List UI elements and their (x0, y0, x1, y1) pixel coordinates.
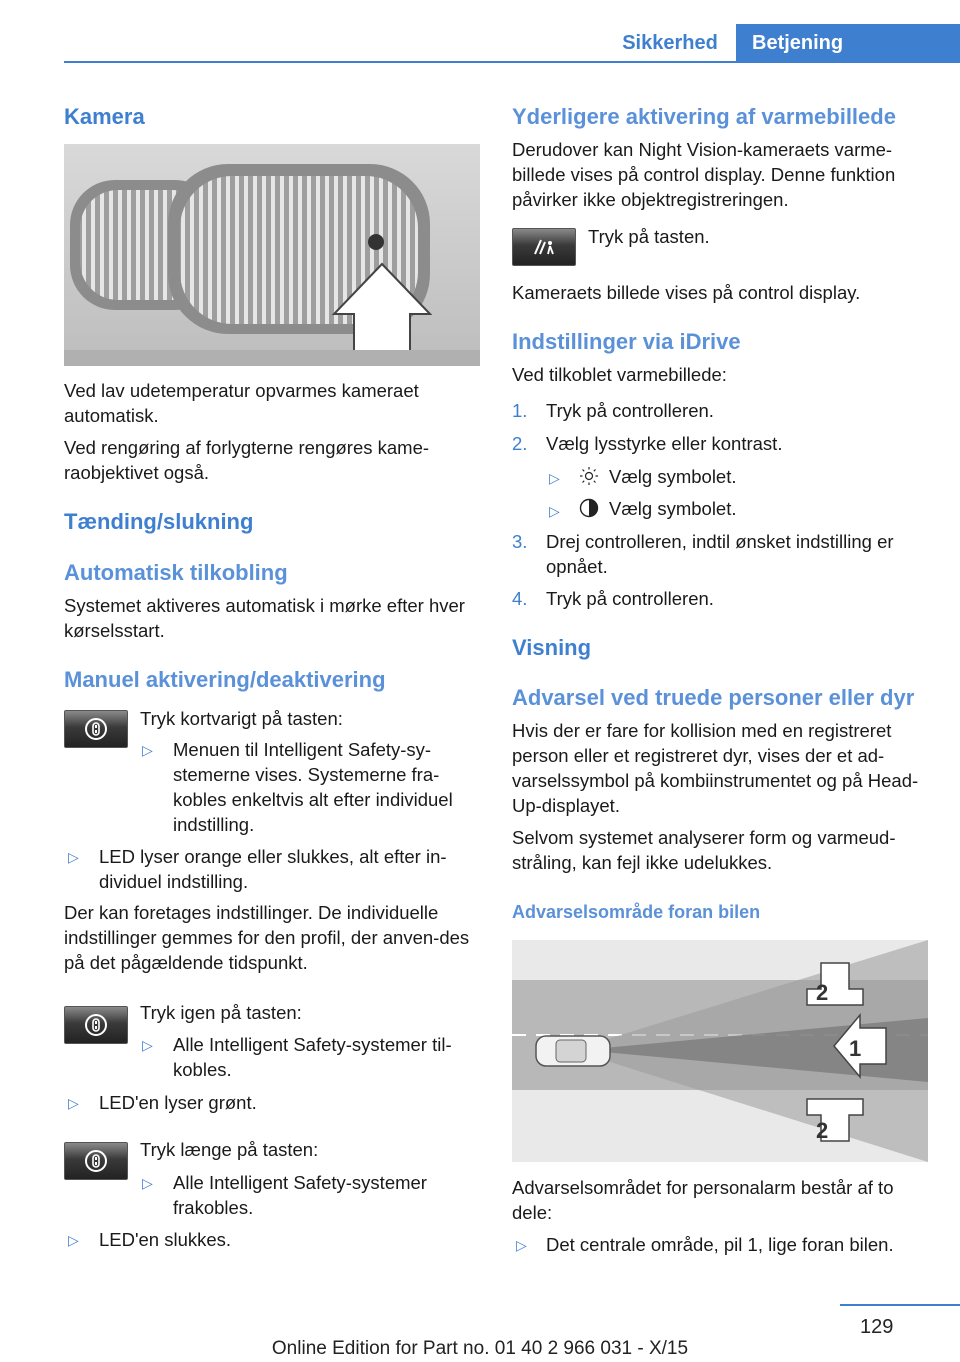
bullet-icon: ▷ (549, 470, 560, 486)
kamera-paragraph-1: Ved lav udetemperatur opvarmes kameraet automatisk. (64, 380, 419, 426)
bullet-icon: ▷ (549, 503, 560, 519)
safety-icon (83, 716, 109, 742)
night-vision-button-image (512, 228, 576, 266)
brightness-icon (579, 466, 599, 486)
safety-icon (83, 1012, 109, 1038)
bullet-icon: ▷ (142, 742, 153, 758)
omraade-bullet-1: Det centrale område, pil 1, lige foran bilen. (546, 1234, 894, 1255)
heading-idrive: Indstillinger via iDrive (512, 329, 741, 354)
idrive-step-4: Tryk på controlleren. (546, 588, 714, 609)
camera-photo (64, 144, 480, 366)
page-number-rule (840, 1304, 960, 1306)
idrive-step-1: Tryk på controlleren. (546, 400, 714, 421)
yderligere-paragraph-2: Kameraets billede vises på control display. (512, 282, 861, 303)
step2-bullet-2: LED'en lyser grønt. (99, 1092, 257, 1113)
sub-step-2: Vælg symbolet. (609, 498, 737, 519)
step-number: 2. (512, 433, 528, 454)
footer-edition: Online Edition for Part no. 01 40 2 966 031 - X/15 (271, 1338, 689, 1359)
bullet-icon: ▷ (68, 1095, 79, 1111)
bullet-icon: ▷ (142, 1175, 153, 1191)
yderligere-button-text: Tryk på tasten. (588, 226, 710, 247)
heading-advarsel: Advarsel ved truede personer eller dyr (512, 685, 915, 710)
bullet-icon: ▷ (142, 1037, 153, 1053)
step1-text: Tryk kortvarigt på tasten: (140, 708, 343, 729)
diagram-label-1: 1 (849, 1036, 862, 1061)
night-vision-icon (531, 234, 557, 260)
diagram-label-2-bottom: 2 (816, 1118, 829, 1143)
bullet-icon: ▷ (68, 849, 79, 865)
advarsel-paragraph-2: Selvom systemet analyserer form og varmeud-stråling, kan fejl ikke udelukkes. (512, 827, 896, 873)
bullet-icon: ▷ (68, 1232, 79, 1248)
step2-bullet-1: Alle Intelligent Safety-systemer til-kobles. (173, 1034, 452, 1080)
step3-text: Tryk længe på tasten: (140, 1139, 319, 1160)
step-number: 4. (512, 588, 528, 609)
heading-kamera: Kamera (64, 104, 145, 129)
heading-advarselsomraade: Advarselsområde foran bilen (512, 902, 761, 922)
advarsel-paragraph-1: Hvis der er fare for kollision med en registreret person eller et registreret dyr, vises der et ad-varselssymbol på kombiinstrumentet og på Head-Up-displayet. (512, 720, 919, 816)
omraade-paragraph: Advarselsområdet for personalarm består af to dele: (512, 1177, 894, 1223)
step1-paragraph: Der kan foretages indstillinger. De individuelle indstillinger gemmes for den profil, der anven-des på det pågældende tidspunkt. (64, 902, 470, 973)
heading-yderligere: Yderligere aktivering af varmebillede (512, 104, 896, 129)
header-rule (64, 61, 960, 63)
diagram-label-2-top: 2 (816, 980, 829, 1005)
heading-taending: Tænding/slukning (64, 509, 254, 534)
bullet-icon: ▷ (516, 1237, 527, 1253)
contrast-icon (579, 498, 599, 518)
heading-automatisk: Automatisk tilkobling (64, 560, 288, 585)
idrive-paragraph: Ved tilkoblet varmebillede: (512, 364, 727, 385)
heading-manuel: Manuel aktivering/deaktivering (64, 667, 386, 692)
step-number: 1. (512, 400, 528, 421)
safety-icon (83, 1148, 109, 1174)
step3-bullet-2: LED'en slukkes. (99, 1229, 232, 1250)
page-number: 129 (860, 1316, 894, 1338)
step-number: 3. (512, 531, 528, 552)
tab-betjening[interactable]: Betjening (736, 24, 960, 62)
sub-step-1: Vælg symbolet. (609, 466, 737, 487)
yderligere-paragraph: Derudover kan Night Vision-kameraets varme-billede vises på control display. Denne funktion påvirker ikke objektregistreringen. (512, 139, 896, 210)
heading-visning: Visning (512, 635, 592, 660)
safety-button-image-1 (64, 710, 128, 748)
tab-sikkerhed[interactable]: Sikkerhed (622, 32, 718, 54)
kamera-paragraph-2: Ved rengøring af forlygterne rengøres kame-raobjektivet også. (64, 437, 430, 483)
step2-text: Tryk igen på tasten: (140, 1002, 302, 1023)
step1-bullet-1: Menuen til Intelligent Safety-sy-stemerne vises. Systemerne fra-kobles enkeltvis alt efter individuel indstilling. (173, 739, 453, 835)
auto-paragraph: Systemet aktiveres automatisk i mørke efter hver kørselsstart. (64, 595, 465, 641)
idrive-step-3: Drej controlleren, indtil ønsket indstilling er opnået. (546, 531, 894, 577)
safety-button-image-2 (64, 1006, 128, 1044)
step1-bullet-2: LED lyser orange eller slukkes, alt efter in-dividuel indstilling. (99, 846, 447, 892)
step3-bullet-1: Alle Intelligent Safety-systemer frakobles. (173, 1172, 427, 1218)
safety-button-image-3 (64, 1142, 128, 1180)
warning-zone-diagram (512, 940, 928, 1162)
idrive-step-2: Vælg lysstyrke eller kontrast. (546, 433, 783, 454)
